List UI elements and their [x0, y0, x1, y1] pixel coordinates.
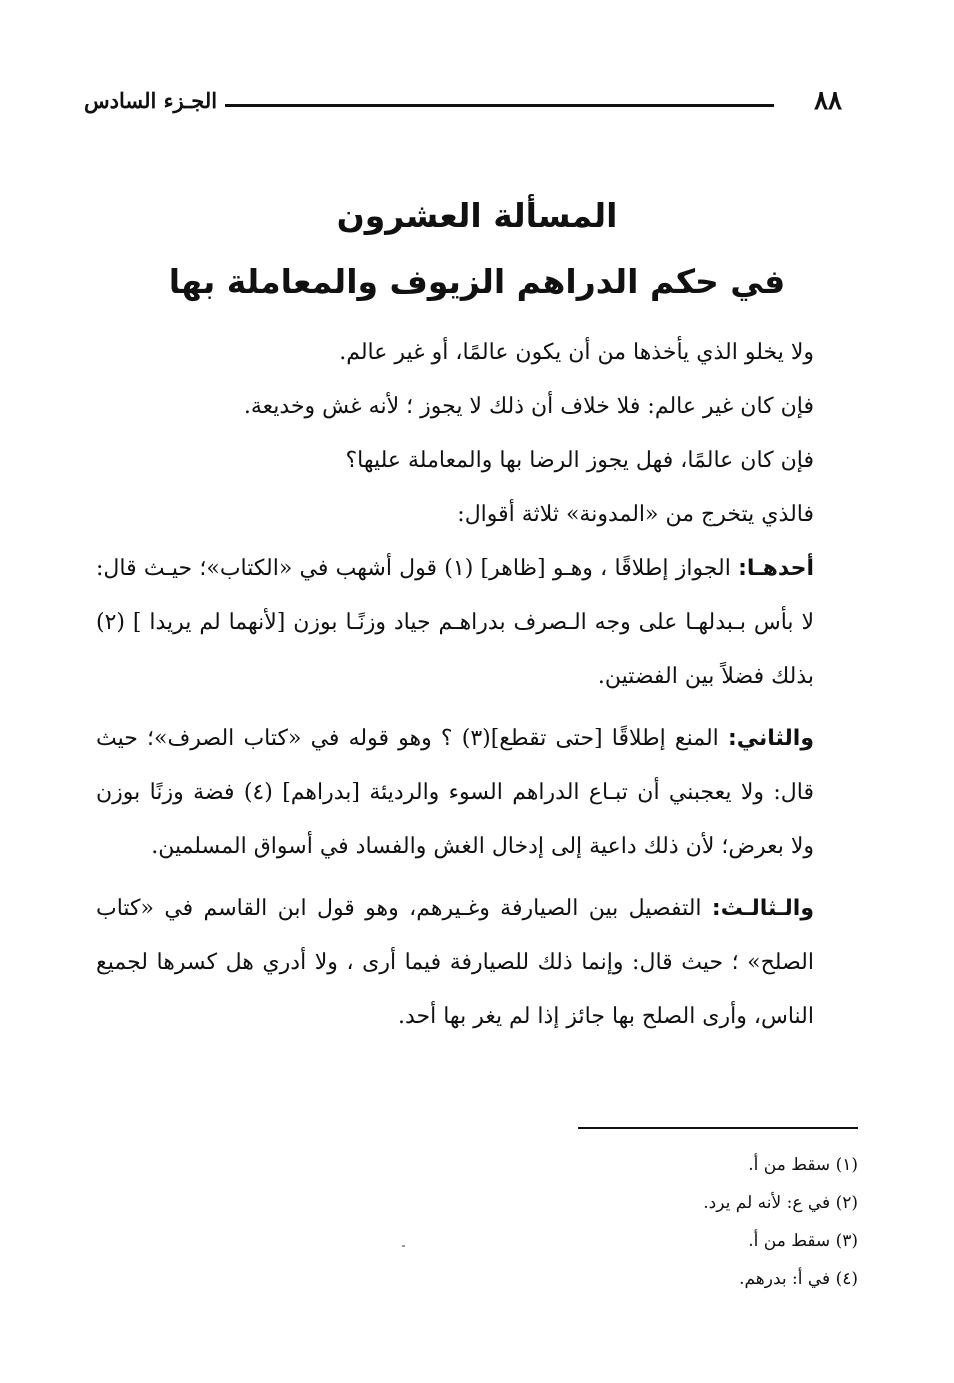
paragraph-3: فإن كان عالمًا، فهل يجوز الرضا بها والمعاملة عليها؟ — [345, 448, 814, 473]
scan-speck — [402, 1245, 405, 1247]
first-opinion-text: الجواز إطلاقًا ، وهـو [ظاهر] (١) قول أشهب في «الكتاب»؛ حيـث قال: لا بأس بـبدلهـا على وجه الـصرف بدراهـم جياد وزنًـا بوزن [لأنهما لم يريدا ] (٢) بذلك فضلاً بين الفضتين. — [96, 556, 814, 689]
paragraph-1: ولا يخلو الذي يأخذها من أن يكون عالمًا، أو غير عالم. — [339, 340, 814, 365]
second-opinion-label: والثاني: — [727, 726, 815, 751]
paragraph-4: فالذي يتخرج من «المدونة» ثلاثة أقوال: — [457, 502, 814, 527]
footnote-4: (٤) في أ: بدرهم. — [739, 1269, 858, 1289]
paragraph-2: فإن كان غير عالم: فلا خلاف أن ذلك لا يجوز ؛ لأنه غش وخديعة. — [243, 394, 814, 419]
third-opinion-label: والـثالـث: — [711, 896, 814, 921]
body-text — [96, 326, 814, 1044]
page-number: ٨٨ — [814, 86, 842, 116]
footnotes — [703, 1146, 858, 1298]
running-header — [0, 86, 954, 126]
footnote-3: (٣) سقط من أ. — [748, 1231, 858, 1251]
section-subtitle: في حكم الدراهم الزيوف والمعاملة بها — [168, 262, 786, 301]
header-rule — [225, 104, 774, 107]
paragraph-first-opinion — [96, 542, 814, 704]
third-opinion-text: التفصيل بين الصيارفة وغـيرهم، وهو قول ابن القاسم في «كتاب الصلح» ؛ حيث قال: وإنما ذلك للصيارفة فيما أرى ، ولا أدري هل كسرها لجميع الناس، وأرى الصلح بها جائز إذا لم يغر بها أحد. — [96, 896, 814, 1029]
section-title: المسألة العشرون — [336, 196, 618, 235]
paragraph-second-opinion — [96, 712, 814, 874]
second-opinion-text: المنع إطلاقًا [حتى تقطع](٣) ؟ وهو قوله في «كتاب الصرف»؛ حيث قال: ولا يعجبني أن تبـاع الدراهم السوء والرديئة [بدراهم] (٤) فضة وزنًا بوزن ولا بعرض؛ لأن ذلك داعية إلى إدخال الغش والفساد في أسواق المسلمين. — [96, 726, 814, 859]
part-title: الجـزء السادس — [84, 88, 218, 113]
footnote-rule — [578, 1127, 858, 1129]
paragraph-third-opinion — [96, 882, 814, 1044]
first-opinion-label: أحدهـا: — [738, 556, 815, 581]
footnote-2: (٢) في ع: لأنه لم يرد. — [703, 1193, 858, 1213]
footnote-1: (١) سقط من أ. — [748, 1155, 858, 1175]
